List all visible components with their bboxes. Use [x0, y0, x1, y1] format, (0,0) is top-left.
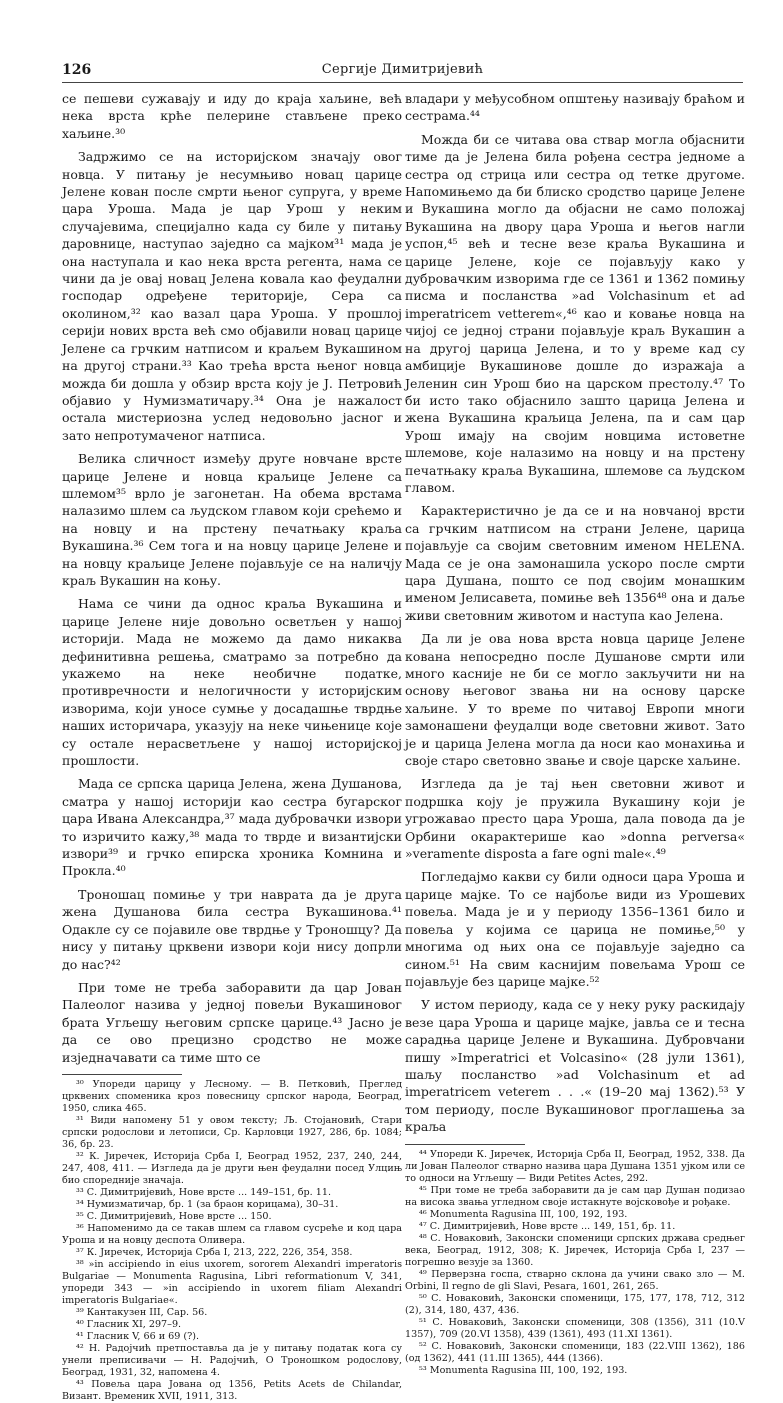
footnote: ³⁷ К. Јиречек, Историја Срба I, 213, 222, 226, 354, 358. [76, 1246, 353, 1258]
footnote: ³⁹ Кантакузен III, Сар. 56. [76, 1306, 208, 1318]
footnote: ³⁵ С. Димитријевић, Нове врсте ... 150. [76, 1210, 272, 1222]
footnote: ³² К. Јиречек, Историја Срба I, Београд 1952, 237, 240, 244, 247, 408, 411. — Изгледа да је други њен феудални посед Улцињ био споредније значаја. [62, 1150, 402, 1186]
paragraph: Нама се чини да однос краља Вукашина и царице Јелене није довољно осветљен у нашој историји. Мада не можемо да дамо никаква дефинитивна решења, сматрамо за потребно да укажемо на неке необичне податке, противречности и нелогичности у историјским изворима, који уносе сумње у досадашње тврдње наших историчара, указују на неке чињенице које су остале нерасветљене у нашој историјској прошлости. [62, 596, 402, 769]
footnote-rule [62, 1074, 182, 1075]
paragraph: Погледајмо какви су били односи цара Уроша и царице мајке. То се најбоље види из Урошевих повеља. Мада је и у периоду 1356–1361 било и повеља у којима се царица не помиње,⁵⁰ у многима од њих она се појављује заједно са сином.⁵¹ На свим каснијим повељама Урош се појављује без царице мајке.⁵² [405, 869, 745, 989]
footnote: ⁴⁴ Упореди К. Јиречек, Историја Срба II, Београд, 1952, 338. Да ли Јован Палеолог стварно назива цара Душана 1351 ујком или се то односи на Угљешу — Види Petites Actes, 292. [405, 1148, 745, 1184]
paragraph: При томе не треба заборавити да цар Јован Палеолог назива у једној повељи Вукашиновог брата Угљешу његовим српске царице.⁴³ Јасно је да се ово прецизно сродство не може изједначавати са тиме што се [62, 979, 402, 1065]
paragraph: Можда би се читава ова ствар могла објаснити тиме да је Јелена била рођена сестра једноме а сестра од стрица или сестра од тетке другоме. Напомињемо да би блиско сродство царице Јелене и Вукашина могло да објасни не само положај Вукашина на двору цара Уроша и његов нагли успон,⁴⁵ већ и тесне везе краља Вукашина и царице Јелене, које се појављују како у дубровачким изворима где се 1361 и 1362 помињу писма и посланства »ad Volchasinum et ad imperatricem vetterem«,⁴⁶ као и ковање новца на чијој се једној страни појављује краљ Вукашин а на другој царица Јелена, и то у време кад су амбиције Вукашинове дошле до изражаја а Јеленин син Урош био на царском престолу.⁴⁷ То би исто тако објаснило зашто царица Јелена и жена Вукашина краљица Јелена, па и сам цар Урош имају на својим новцима истоветне шлемове, које налазимо на новцу и на прстену печатњаку краља Вукашина, шлемове са људском главом. [405, 131, 745, 495]
page-number: 126 [62, 62, 92, 78]
footnote: ³⁶ Напоменимо да се такав шлем са главом сусреће и код цара Уроша и на новцу деспота Оливера. [62, 1222, 402, 1246]
paragraph: Карактеристично је да се и на новчаној врсти са грчким натписом на страни Јелене, царица појављује са својим световним именом HELENA. Мада се је она замонашила ускоро после смрти цара Душана, пошто се под својим монашким именом Јелисавета, помиње већ 1356⁴⁸ она и даље живи световним животом и наступа као Јелена. [405, 503, 745, 623]
footnote: ⁵² С. Новаковић, Законски споменици, 183 (22.VIII 1362), 186 (од 1362), 441 (11.III 1365), 444 (1366). [405, 1340, 745, 1364]
footnote: ⁴³ Повеља цара Јована од 1356, Petits Acets de Chilandar, Визант. Временик XVII, 1911, 313. [62, 1378, 402, 1402]
paragraph: владари у међусобном општењу називају браћом и сестрама.⁴⁴ [405, 91, 745, 124]
paragraph: Задржимо се на историјском значају овог новца. У питању је несумњиво новац царице Јелене кован после смрти њеног супруга, у време цара Уроша. Мада је цар Урош у неким случајевима, специјално када су биле у питању даровнице, наступао заједно са мајком³¹ мада је она наступала и као нека врста регента, нама се чини да је овај новац Јелена ковала као феудални господар одређене територије, Сера са околином,³² као вазал цара Уроша. У прошлој серији нових врста већ смо објавили новац царице Јелене са грчким натписом и краљем Вукашином на другој страни.³³ Као трећа врста њеног новца можда би дошла у обзир врста коју је Ј. Петровић објавио у Нумизматичару.³⁴ Она је нажалост остала мистериозна услед недовољно јасног и зато непротумаченог натписа. [62, 149, 402, 443]
footnote: ⁵³ Monumenta Ragusina III, 100, 192, 193. [419, 1364, 628, 1376]
paragraph: се пешеви сужавају и иду до краја хаљине, већ нека врста крће пелерине стављене преко хаљине.³⁰ [62, 91, 402, 141]
footnote: ³⁰ Упореди царицу у Лесному. — В. Петковић, Преглед црквених споменика кроз повесницу српског народа, Београд, 1950, слика 465. [62, 1078, 402, 1114]
footnote: ³³ С. Димитријевић, Нове врсте ... 149–151, бр. 11. [76, 1186, 332, 1198]
paragraph: У истом периоду, када се у неку руку раскидају везе цара Уроша и царице мајке, јавља се и тесна сарадња царице Јелене и Вукашина. Дубровчани пишу »Imperatrici et Volcasino« (28 јули 1361), шаљу посланство »ad Volchasinum et ad imperatricem veterem . . .« (19–20 мај 1362).⁵³ У том периоду, после Вукашиновог проглашења за краља [405, 997, 745, 1135]
footnote: ³⁴ Нумизматичар, бр. 1 (за браон корицама), 30–31. [76, 1198, 339, 1210]
paragraph: Велика сличност између друге новчане врсте царице Јелене и новца краљице Јелене са шлемом³⁵ врло је загонетан. На обема врстама налазимо шлем са људском главом који срећемо и на новцу и на прстену печатњаку краља Вукашина.³⁶ Сем тога и на новцу царице Јелене и на новцу краљице Јелене појављује се на наличју краљ Вукашин на коњу. [62, 451, 402, 588]
right-column [405, 90, 745, 1377]
footnote: ⁴⁵ При томе не треба заборавити да је сам цар Душан подизао на висока звања угледном своје истакнуте војсковође и рођаке. [405, 1184, 745, 1208]
footnote: ⁴¹ Гласник V, 66 и 69 (?). [76, 1330, 200, 1342]
header-rule [62, 82, 743, 83]
footnote: ⁴⁸ С. Новаковић, Законски споменици српских држава средњег века, Београд, 1912, 308; К. Јиречек, Историја Срба I, 237 — погрешно везује за 1360. [405, 1232, 745, 1268]
paragraph: Изгледа да је тај њен световни живот и подршка коју је пружила Вукашину који је угрожавао престо цара Уроша, дала повода да је Орбини окарактерише као »donna perversa« »veramente disposta a fare ogni male«.⁴⁹ [405, 776, 745, 862]
footnote: ⁴² Н. Радојчић претпоставља да је у питању податак кога су унели преписивачи — Н. Радојчић, О Троношком родослову, Београд, 1931, 32, напомена 4. [62, 1342, 402, 1378]
footnote: ⁵¹ С. Новаковић, Законски споменици, 308 (1356), 311 (10.V 1357), 709 (20.VI 1358), 439 (1361), 493 (11.XI 1361). [405, 1316, 745, 1340]
paragraph: Мада се српска царица Јелена, жена Душанова, сматра у нашој историји као сестра бугарског цара Ивана Александра,³⁷ мада дубровачки извори то изричито кажу,³⁸ мада то тврде и византијски извори³⁹ и грчко епирска хроника Комнина и Прокла.⁴⁰ [62, 776, 402, 879]
footnote-rule [405, 1144, 525, 1145]
footnote: ³¹ Види напомену 51 у овом тексту; Љ. Стојановић, Стари српски родослови и летописи, Ср. Карловци 1927, 286, бр. 1084; 36, бр. 23. [62, 1114, 402, 1150]
footnote: ⁴⁶ Monumenta Ragusina III, 100, 192, 193. [419, 1208, 628, 1220]
paragraph: Троношац помиње у три наврата да је друга жена Душанова била сестра Вукашинова.⁴¹ Одакле су се појавиле ове тврдње у Троношцу? Да нису у питању црквени извори који нису допрли до нас?⁴² [62, 886, 402, 972]
footnote: ⁴⁷ С. Димитријевић, Нове врсте ... 149, 151, бр. 11. [419, 1220, 676, 1232]
footnote: ³⁸ »in accipiendo in eius uxorem, sororem Alexandri imperatoris Bulgariae — Monumenta Ragusina, Libri reformationum V, 341, упореди 343 — »in accipiendo in uxorem filiam Alexandri imperatoris Bulgariae«. [62, 1258, 402, 1306]
page-header [62, 62, 743, 80]
running-title: Сергије Димитријевић [321, 62, 484, 77]
footnote: ⁵⁰ С. Новаковић, Законски споменици, 175, 177, 178, 712, 312 (2), 314, 180, 437, 436. [405, 1292, 745, 1316]
footnote: ⁴⁰ Гласник XI, 297–9. [76, 1318, 182, 1330]
paragraph: Да ли је ова нова врста новца царице Јелене кована непосредно после Душанове смрти или много касније не би се могло закључити ни на основу његовог звања ни на основу царске хаљине. У то време по читавој Европи многи замонашени феудалци воде световни живот. Зато је и царица Јелена могла да носи као монахиња и своје старо световно звање и своје царске хаљине. [405, 631, 745, 769]
left-column [62, 90, 402, 1403]
footnote: ⁴⁹ Перверзна госпа, стварно склона да учини свако зло — M. Orbini, Il regno de gli Slavi, Pesara, 1601, 261, 265. [405, 1268, 745, 1292]
